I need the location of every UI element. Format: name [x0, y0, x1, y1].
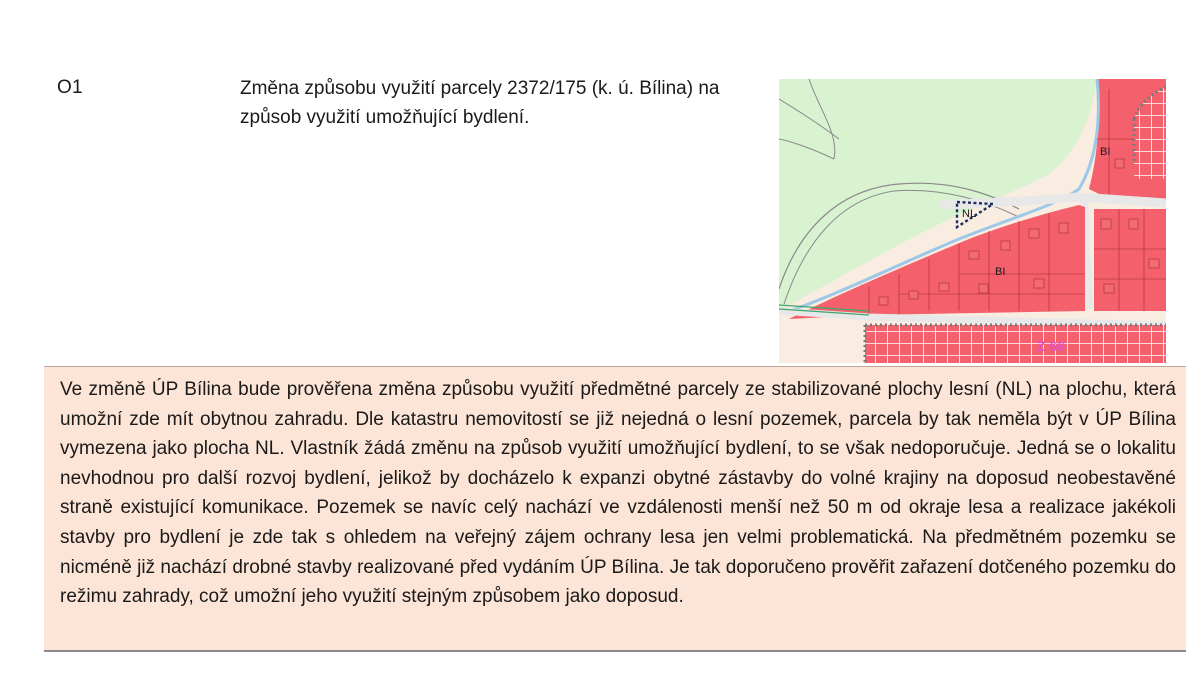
description-box	[44, 366, 1186, 652]
map-label-nl: NL	[962, 208, 977, 220]
item-title: Změna způsobu využití parcely 2372/175 (k. ú. Bílina) na způsob využití umožňující bydlení.	[240, 78, 720, 128]
page-bottom	[0, 654, 1200, 687]
map-label-bi-center: BI	[995, 266, 1006, 278]
planned-area-z66	[865, 325, 1166, 363]
map-label-z66: Z 66	[1037, 338, 1066, 354]
map-label-bi-top: BI	[1100, 146, 1111, 158]
zoning-map	[779, 79, 1166, 363]
item-code: O1	[57, 77, 83, 98]
description-text: Ve změně ÚP Bílina bude prověřena změna způsobu využití předmětné parcely ze stabilizované plochy lesní (NL) na plochu, která umožní zde mít obytnou zahradu. Dle katastru nemovitostí se již nejedná o lesní pozemek, parcela by tak neměla být v ÚP Bílina vymezena jako plocha NL. Vlastník žádá změnu na způsob využití umožňující bydlení, to se však nedoporučuje. Jedná se o lokalitu nevhodnou pro další rozvoj bydlení, jelikož by docházelo k expanzi obytné zástavby do volné krajiny na doposud neobestavěné straně existující komunikace. Pozemek se navíc celý nachází ve vzdálenosti menší než 50 m od okraje lesa a realizace jakékoli stavby pro bydlení je zde tak s ohledem na veřejný zájem ochrany lesa jen velmi problematická. Na předmětném pozemku se nicméně již nachází drobné stavby realizované před vydáním ÚP Bílina. Je tak doporučeno prověřit zařazení dotčeného pozemku do režimu zahrady, což umožní jeho využití stejným způsobem jako doposud.	[60, 379, 1176, 608]
